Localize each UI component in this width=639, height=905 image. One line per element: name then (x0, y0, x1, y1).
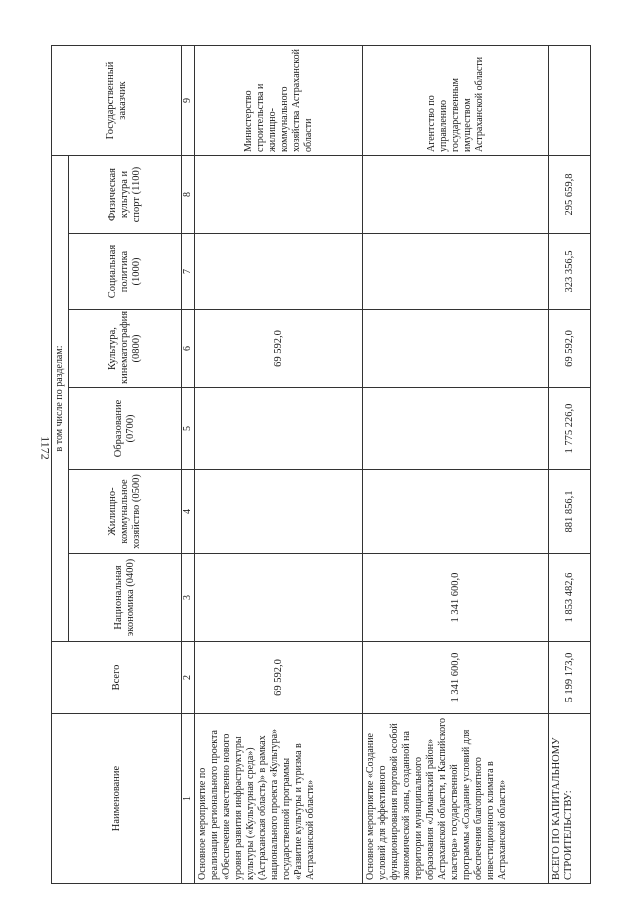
column-number: 7 (182, 234, 195, 310)
total-value-0700: 1 775 226,0 (549, 388, 591, 470)
column-number: 4 (182, 470, 195, 554)
row-value-1100 (195, 156, 363, 234)
row-value-0400: 1 341 600,0 (363, 554, 549, 642)
page-number-text: 1172 (38, 436, 53, 460)
row-value-0700 (363, 388, 549, 470)
row-total: 69 592,0 (195, 642, 363, 714)
row-name: Основное мероприятие по реализации регионального проекта «Обеспечение качественно нового уровня развития инфраструктуры культуры («Культурная среда») (Астраханская область)» в рамках национального проекта «Культура» государственной программы «Развитие культуры и туризма в Астраханской области» (195, 714, 363, 884)
header-section-0400: Национальная экономика (0400) (69, 554, 182, 642)
header-total: Всего (52, 642, 182, 714)
table-row (195, 46, 363, 884)
header-section-0700: Образование (0700) (69, 388, 182, 470)
column-number: 6 (182, 310, 195, 388)
column-number: 1 (182, 714, 195, 884)
column-number: 9 (182, 46, 195, 156)
row-value-0800: 69 592,0 (195, 310, 363, 388)
total-row-total: 5 199 173,0 (549, 642, 591, 714)
row-customer: Министерство строительства и жилищно-коммунального хозяйства Астраханской области (195, 46, 363, 156)
column-number: 8 (182, 156, 195, 234)
column-number: 5 (182, 388, 195, 470)
header-section-1100: Физическая культура и спорт (1100) (69, 156, 182, 234)
row-value-0400 (195, 554, 363, 642)
header-section-1000: Социальная политика (1000) (69, 234, 182, 310)
total-value-0800: 69 592,0 (549, 310, 591, 388)
row-value-0500 (363, 470, 549, 554)
column-numbers-row (182, 46, 195, 884)
total-row-name: ВСЕГО ПО КАПИТАЛЬНОМУ СТРОИТЕЛЬСТВУ: (549, 714, 591, 884)
row-name: Основное мероприятие «Создание условий для эффективного функционирования портовой особой экономической зоны, созданной на территории муниципального образования «Лиманский район» Астраханской области, и Каспийского кластера» государственной программы «Создание условий для обеспечения благоприятного инвестиционного климата в Астраханской области» (363, 714, 549, 884)
row-value-1100 (363, 156, 549, 234)
row-customer: Агентство по управлению государственным имуществом Астраханской области (363, 46, 549, 156)
total-value-1000: 323 356,5 (549, 234, 591, 310)
header-row (52, 46, 69, 884)
total-row-customer (549, 46, 591, 156)
row-value-0800 (363, 310, 549, 388)
document-sheet (51, 46, 596, 884)
total-value-1100: 295 659,8 (549, 156, 591, 234)
total-row (549, 46, 591, 884)
header-section-0800: Культура, кинематография (0800) (69, 310, 182, 388)
total-value-0500: 881 856,1 (549, 470, 591, 554)
header-section-0500: Жилищно-коммунальное хозяйство (0500) (69, 470, 182, 554)
capital-construction-table (51, 45, 591, 884)
header-sections-group: в том числе по разделам: (52, 156, 69, 642)
column-number: 2 (182, 642, 195, 714)
header-customer: Государственный заказчик (52, 46, 182, 156)
row-value-0700 (195, 388, 363, 470)
row-value-0500 (195, 470, 363, 554)
table-row (363, 46, 549, 884)
header-name: Наименование (52, 714, 182, 884)
total-value-0400: 1 853 482,6 (549, 554, 591, 642)
row-total: 1 341 600,0 (363, 642, 549, 714)
row-value-1000 (195, 234, 363, 310)
row-value-1000 (363, 234, 549, 310)
column-number: 3 (182, 554, 195, 642)
